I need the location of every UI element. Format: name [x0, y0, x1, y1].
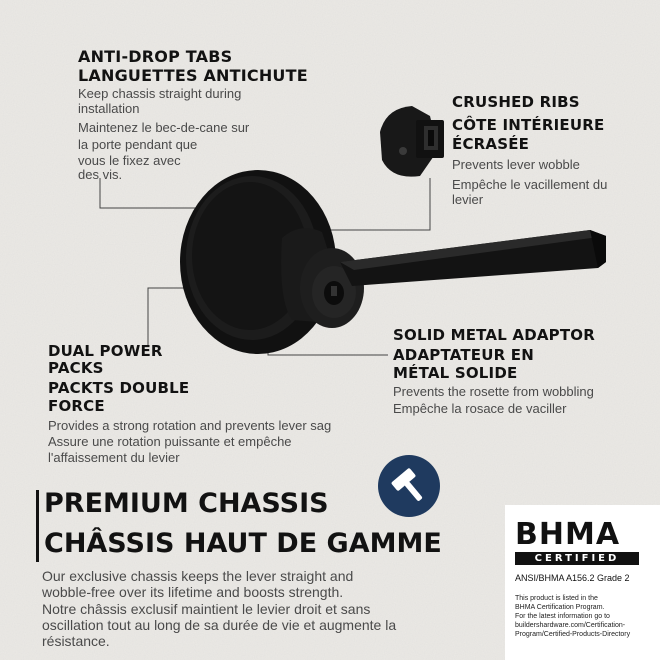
crushed-ribs-desc-fr-2: levier [452, 192, 484, 207]
anti-drop-title-fr: LANGUETTES ANTICHUTE [78, 66, 308, 85]
anti-drop-desc-en-1: Keep chassis straight during [78, 86, 242, 101]
hammer-icon [378, 455, 440, 517]
metal-adaptor-title-fr-1: ADAPTATEUR EN [393, 346, 535, 364]
bhma-grade: ANSI/BHMA A156.2 Grade 2 [515, 573, 630, 583]
lever-arm [340, 230, 606, 286]
metal-adaptor-desc-fr: Empêche la rosace de vaciller [393, 401, 567, 416]
bhma-note-5: Program/Certified-Products-Directory [515, 631, 631, 638]
crushed-ribs-title-fr-1: CÔTE INTÉRIEURE [452, 116, 605, 134]
bhma-note-3: For the latest information go to [515, 613, 610, 620]
bhma-logo-sub: CERTIFIED [515, 552, 639, 565]
premium-title-en: PREMIUM CHASSIS [44, 488, 329, 519]
bhma-note-1: This product is listed in the [515, 595, 598, 602]
anti-drop-desc-en-2: installation [78, 101, 140, 116]
anti-drop-desc-fr-2: la porte pendant que [78, 137, 198, 152]
metal-adaptor-title-fr-2: MÉTAL SOLIDE [393, 364, 518, 382]
premium-desc-en-2: wobble-free over its lifetime and boosts strength. [42, 584, 344, 600]
crushed-ribs-detail [380, 106, 444, 177]
crushed-ribs-title-en: CRUSHED RIBS [452, 93, 580, 111]
dual-power-desc-en: Provides a strong rotation and prevents lever sag [48, 418, 332, 433]
anti-drop-title-en: ANTI-DROP TABS [78, 47, 233, 66]
crushed-ribs-desc-fr-1: Empêche le vacillement du [452, 177, 608, 192]
dual-power-desc-fr-2: l'affaissement du levier [48, 450, 180, 465]
anti-drop-desc-fr-4: des vis. [78, 167, 123, 182]
dual-power-title-fr-2: FORCE [48, 397, 105, 415]
premium-desc-fr-3: résistance. [42, 633, 110, 649]
bhma-certification-badge [505, 505, 660, 660]
dual-power-title-fr-1: PACKTS DOUBLE [48, 379, 190, 397]
premium-desc-fr-1: Notre châssis exclusif maintient le levier droit et sans [42, 601, 371, 617]
bhma-note-4: buildershardware.com/Certification- [515, 622, 626, 629]
crushed-ribs-title-fr-2: ÉCRASÉE [452, 135, 530, 153]
bhma-logo-text: BHMA [515, 517, 621, 552]
premium-desc-en-1: Our exclusive chassis keeps the lever straight and [42, 568, 354, 584]
bhma-logo [515, 519, 639, 565]
crushed-ribs-desc-en: Prevents lever wobble [452, 157, 580, 172]
hammer-badge [378, 455, 440, 517]
dual-power-desc-fr-1: Assure une rotation puissante et empêche [48, 434, 292, 449]
dual-power-title-en-1: DUAL POWER [48, 342, 163, 360]
metal-adaptor-title-en: SOLID METAL ADAPTOR [393, 326, 595, 344]
bhma-note-2: BHMA Certification Program. [515, 604, 605, 611]
metal-adaptor-desc-en: Prevents the rosette from wobbling [393, 384, 594, 399]
premium-accent-bar [36, 490, 39, 562]
premium-title-fr: CHÂSSIS HAUT DE GAMME [44, 528, 442, 559]
anti-drop-desc-fr-1: Maintenez le bec-de-cane sur [78, 120, 250, 135]
anti-drop-desc-fr-3: vous le fixez avec [78, 153, 181, 168]
dual-power-title-en-2: PACKS [48, 359, 104, 377]
premium-desc-fr-2: oscillation tout au long de sa durée de vie et augmente la [42, 617, 397, 633]
